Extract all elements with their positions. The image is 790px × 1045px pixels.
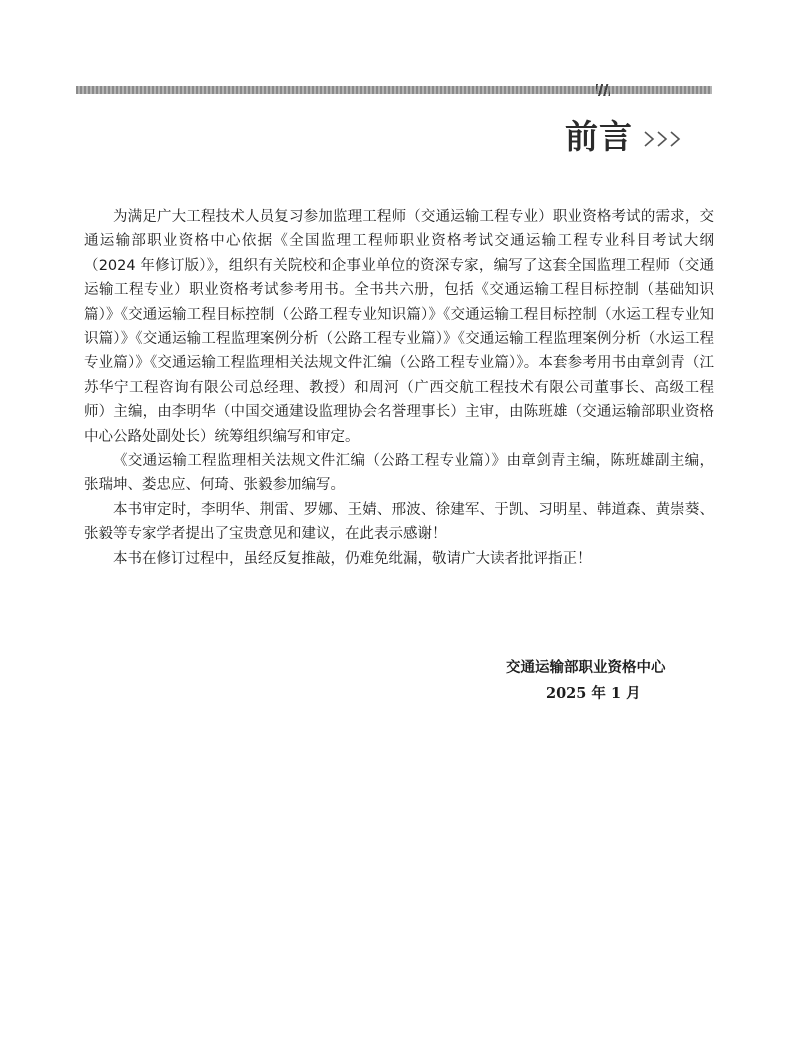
page-title: 前言	[565, 116, 633, 156]
signature-block	[506, 655, 666, 707]
title-block	[565, 112, 685, 156]
preface-body	[84, 205, 714, 571]
signature-organization: 交通运输部职业资格中心	[506, 660, 666, 676]
paragraph-authors: 《交通运输工程监理相关法规文件汇编（公路工程专业篇）》由章剑青主编，陈班雄副主编，张瑞坤、娄忠应、何琦、张毅参加编写。	[84, 453, 714, 494]
paragraph-intro: 为满足广大工程技术人员复习参加监理工程师（交通运输工程专业）职业资格考试的需求，交通运输部职业资格中心依据《全国监理工程师职业资格考试交通运输工程专业科目考试大纲（2024 年修订版）》，组织有关院校和企事业单位的资深专家，编写了这套全国监理工程师（交通运输工程专业）职业资格考试参考用书。全书共六册，包括《交通运输工程目标控制（基础知识篇）》《交通运输工程目标控制（公路工程专业知识篇）》《交通运输工程目标控制（水运工程专业知识篇）》《交通运输工程监理案例分析（公路工程专业篇）》《交通运输工程监理案例分析（水运工程专业篇）》《交通运输工程监理相关法规文件汇编（公路工程专业篇）》。本套参考用书由章剑青（江苏华宁工程咨询有限公司总经理、教授）和周河（广西交航工程技术有限公司董事长、高级工程师）主编，由李明华（中国交通建设监理协会名誉理事长）主审，由陈班雄（交通运输部职业资格中心公路处副处长）统筹组织编写和审定。	[84, 209, 714, 445]
paragraph-closing: 本书在修订过程中，虽经反复推敲，仍难免纰漏，敬请广大读者批评指正！	[113, 550, 592, 567]
header-band-accent	[596, 84, 610, 96]
signature-date: 2025 年 1 月	[546, 685, 641, 702]
paragraph-acknowledgements: 本书审定时，李明华、荆雷、罗娜、王婧、邢波、徐建军、于凯、习明星、韩道森、黄崇葵、张毅等专家学者提出了宝贵意见和建议，在此表示感谢！	[84, 501, 714, 543]
chevron-right-triple-icon	[643, 130, 685, 148]
header-decorative-band	[76, 86, 712, 94]
